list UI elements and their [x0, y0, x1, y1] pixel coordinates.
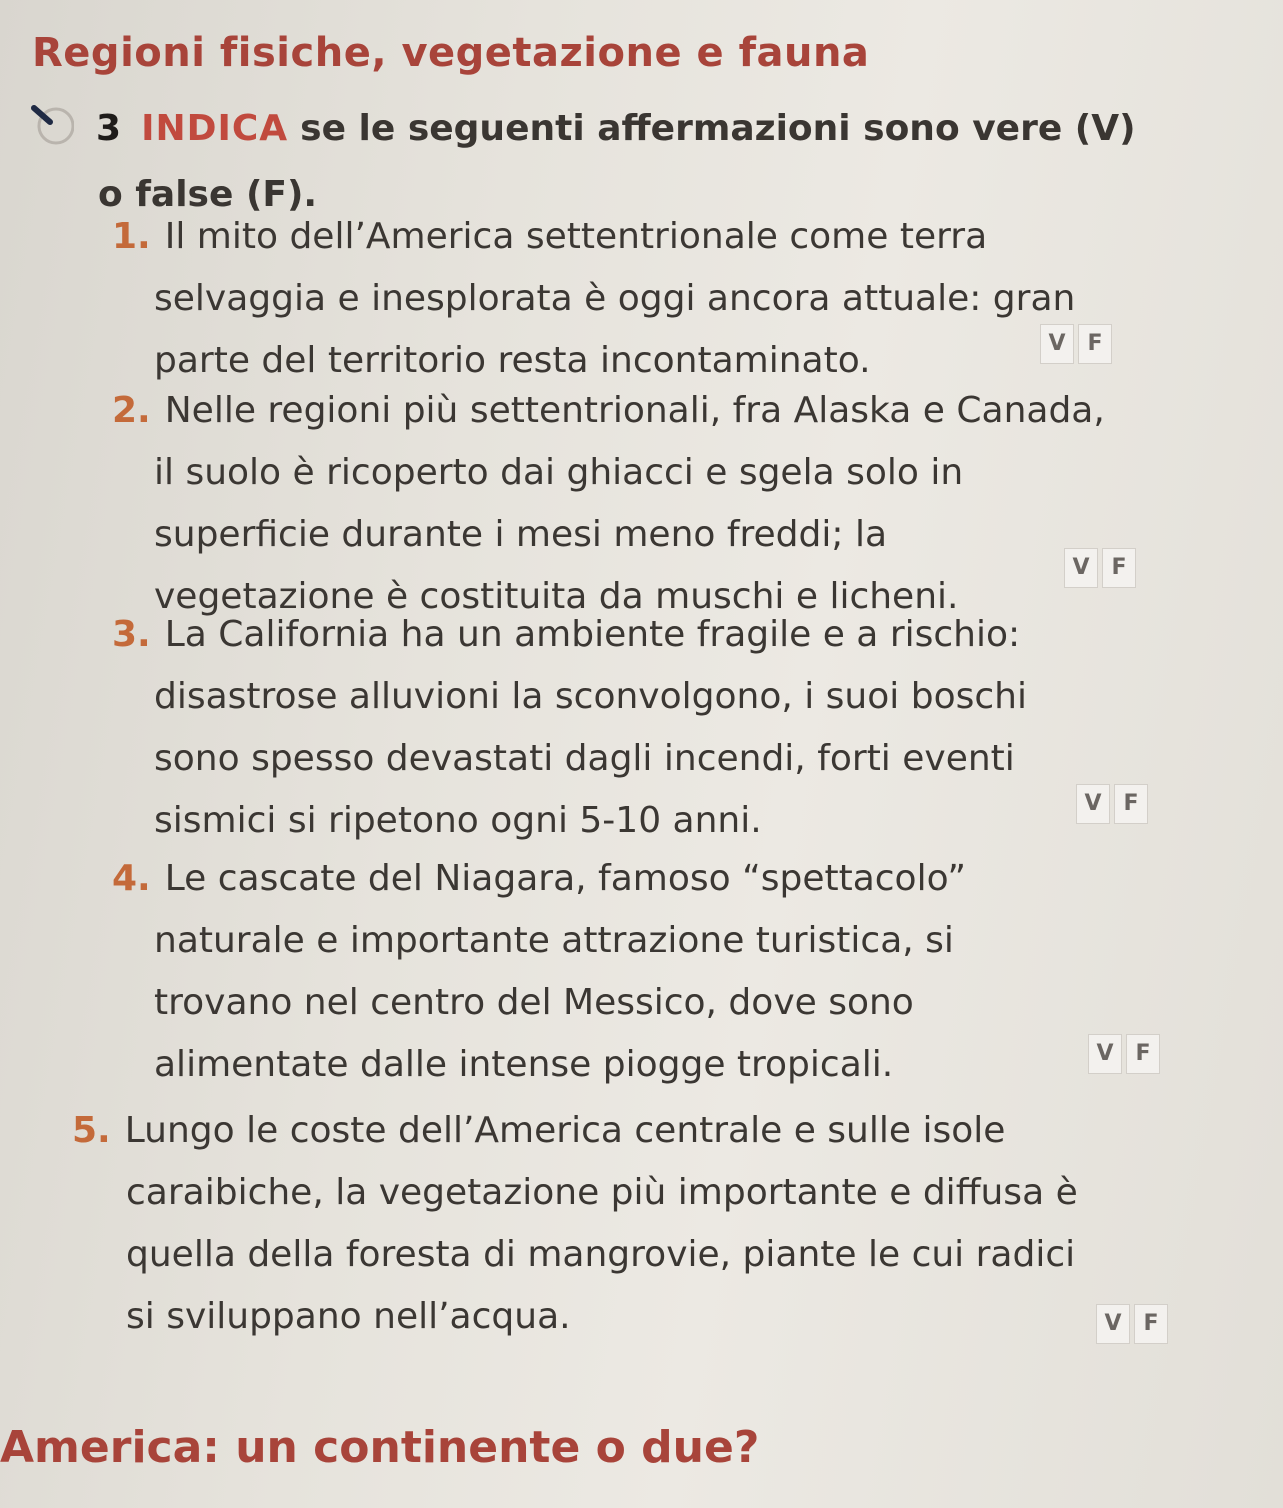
- true-box[interactable]: V: [1040, 324, 1074, 364]
- statement-line: sismici si ripetono ogni 5-10 anni.: [154, 800, 762, 841]
- statement-line: trovano nel centro del Messico, dove sono: [154, 982, 914, 1023]
- true-false-boxes-1: [1040, 324, 1112, 364]
- exercise-instruction: [96, 96, 1136, 162]
- false-box[interactable]: F: [1102, 548, 1136, 588]
- next-section-title: America: un continente o due?: [0, 1422, 760, 1473]
- exercise-instruction-text: se le seguenti affermazioni sono vere (V): [300, 108, 1136, 149]
- statement-number: 5.: [72, 1110, 111, 1151]
- statement-line: quella della foresta di mangrovie, piante le cui radici: [126, 1234, 1076, 1275]
- statement-number: 2.: [112, 390, 151, 431]
- true-box[interactable]: V: [1088, 1034, 1122, 1074]
- true-box[interactable]: V: [1064, 548, 1098, 588]
- true-false-boxes-3: [1076, 784, 1148, 824]
- false-box[interactable]: F: [1134, 1304, 1168, 1344]
- statement-item-4: [112, 848, 966, 1096]
- true-box[interactable]: V: [1076, 784, 1110, 824]
- statement-line: Lungo le coste dell’America centrale e sulle isole: [124, 1110, 1006, 1151]
- statement-line: parte del territorio resta incontaminato.: [154, 340, 871, 381]
- statement-number: 1.: [112, 216, 151, 257]
- false-box[interactable]: F: [1078, 324, 1112, 364]
- true-box[interactable]: V: [1096, 1304, 1130, 1344]
- statement-line: alimentate dalle intense piogge tropicali.: [154, 1044, 894, 1085]
- statement-line: disastrose alluvioni la sconvolgono, i suoi boschi: [154, 676, 1027, 717]
- statement-line: La California ha un ambiente fragile e a rischio:: [164, 614, 1021, 655]
- statement-number: 3.: [112, 614, 151, 655]
- statement-line: Nelle regioni più settentrionali, fra Alaska e Canada,: [164, 390, 1105, 431]
- statement-line: caraibiche, la vegetazione più importante e diffusa è: [126, 1172, 1078, 1213]
- exercise-verb: INDICA: [141, 108, 289, 149]
- false-box[interactable]: F: [1114, 784, 1148, 824]
- statement-line: naturale e importante attrazione turistica, si: [154, 920, 954, 961]
- pencil-circle-icon: [30, 102, 74, 146]
- true-false-boxes-4: [1088, 1034, 1160, 1074]
- true-false-boxes-2: [1064, 548, 1136, 588]
- statement-item-3: [112, 604, 1027, 852]
- section-title: Regioni fisiche, vegetazione e fauna: [32, 30, 870, 76]
- statement-line: sono spesso devastati dagli incendi, forti eventi: [154, 738, 1015, 779]
- statement-item-1: [112, 206, 1075, 392]
- true-false-boxes-5: [1096, 1304, 1168, 1344]
- exercise-instruction-line2: o false (F).: [98, 174, 318, 215]
- statement-item-5: [72, 1100, 1078, 1348]
- statement-line: vegetazione è costituita da muschi e licheni.: [154, 576, 959, 617]
- statement-line: selvaggia e inesplorata è oggi ancora attuale: gran: [154, 278, 1076, 319]
- statement-item-2: [112, 380, 1105, 628]
- statement-line: superficie durante i mesi meno freddi; la: [154, 514, 888, 555]
- statement-line: si sviluppano nell’acqua.: [126, 1296, 571, 1337]
- statement-line: il suolo è ricoperto dai ghiacci e sgela solo in: [154, 452, 964, 493]
- statement-line: Il mito dell’America settentrionale come terra: [164, 216, 988, 257]
- false-box[interactable]: F: [1126, 1034, 1160, 1074]
- statement-line: Le cascate del Niagara, famoso “spettacolo”: [164, 858, 966, 899]
- exercise-number: 3: [96, 108, 122, 149]
- statement-number: 4.: [112, 858, 151, 899]
